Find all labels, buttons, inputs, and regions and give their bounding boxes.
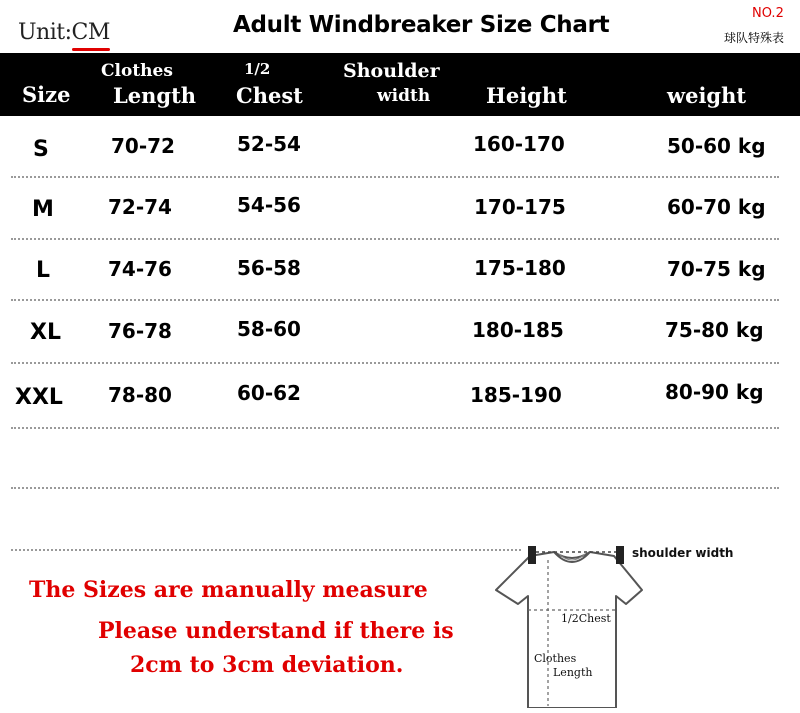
unit-value: CM [71,20,110,45]
row-divider [11,299,779,301]
page-title: Adult Windbreaker Size Chart [233,12,610,38]
header-chest-top: 1/2 [244,60,271,78]
row-size: XL [30,320,61,345]
row-chest: 54-56 [237,193,301,217]
header-size: Size [22,82,71,107]
chart-number: NO.2 [752,6,784,21]
table-header [0,53,800,116]
row-height: 180-185 [472,318,564,342]
row-chest: 56-58 [237,256,301,280]
row-height: 185-190 [470,383,562,407]
row-weight: 60-70 kg [667,195,766,219]
row-length: 72-74 [108,195,172,219]
tshirt-diagram [490,538,800,708]
diagram-chest-label: 1/2Chest [561,612,611,625]
row-chest: 60-62 [237,381,301,405]
row-length: 70-72 [111,134,175,158]
row-length: 78-80 [108,383,172,407]
row-length: 76-78 [108,319,172,343]
row-weight: 50-60 kg [667,134,766,158]
row-divider [11,487,779,489]
header-length-bottom: Length [113,83,197,108]
row-height: 175-180 [474,256,566,280]
unit-label [18,20,110,45]
row-length: 74-76 [108,257,172,281]
row-divider [11,238,779,240]
row-size: XXL [15,385,63,410]
header-height: Height [486,83,567,108]
header-length-top: Clothes [101,61,173,81]
row-divider [11,176,779,178]
chart-subtitle: 球队特殊表 [724,31,785,45]
header-shoulder-top: Shoulder [343,60,440,82]
row-divider [11,549,521,551]
row-divider [11,362,779,364]
row-weight: 80-90 kg [665,380,764,404]
diagram-length-bottom: Length [553,666,593,679]
row-divider [11,427,779,429]
row-weight: 75-80 kg [665,318,764,342]
row-chest: 52-54 [237,132,301,156]
row-size: M [32,197,54,222]
row-height: 170-175 [474,195,566,219]
row-height: 160-170 [473,132,565,156]
header-shoulder-bottom: width [377,86,431,106]
tshirt-icon [490,538,800,708]
header-weight: weight [667,83,747,108]
note-line-2: Please understand if there is [98,618,454,644]
row-chest: 58-60 [237,317,301,341]
diagram-shoulder-label: shoulder width [632,546,734,560]
diagram-length-top: Clothes [534,652,577,665]
row-size: L [36,258,51,283]
row-size: S [33,137,49,162]
row-weight: 70-75 kg [667,257,766,281]
unit-prefix: Unit: [18,20,72,45]
note-line-3: 2cm to 3cm deviation. [130,652,404,678]
header-chest-bottom: Chest [236,83,303,108]
note-line-1: The Sizes are manually measure [29,577,428,603]
